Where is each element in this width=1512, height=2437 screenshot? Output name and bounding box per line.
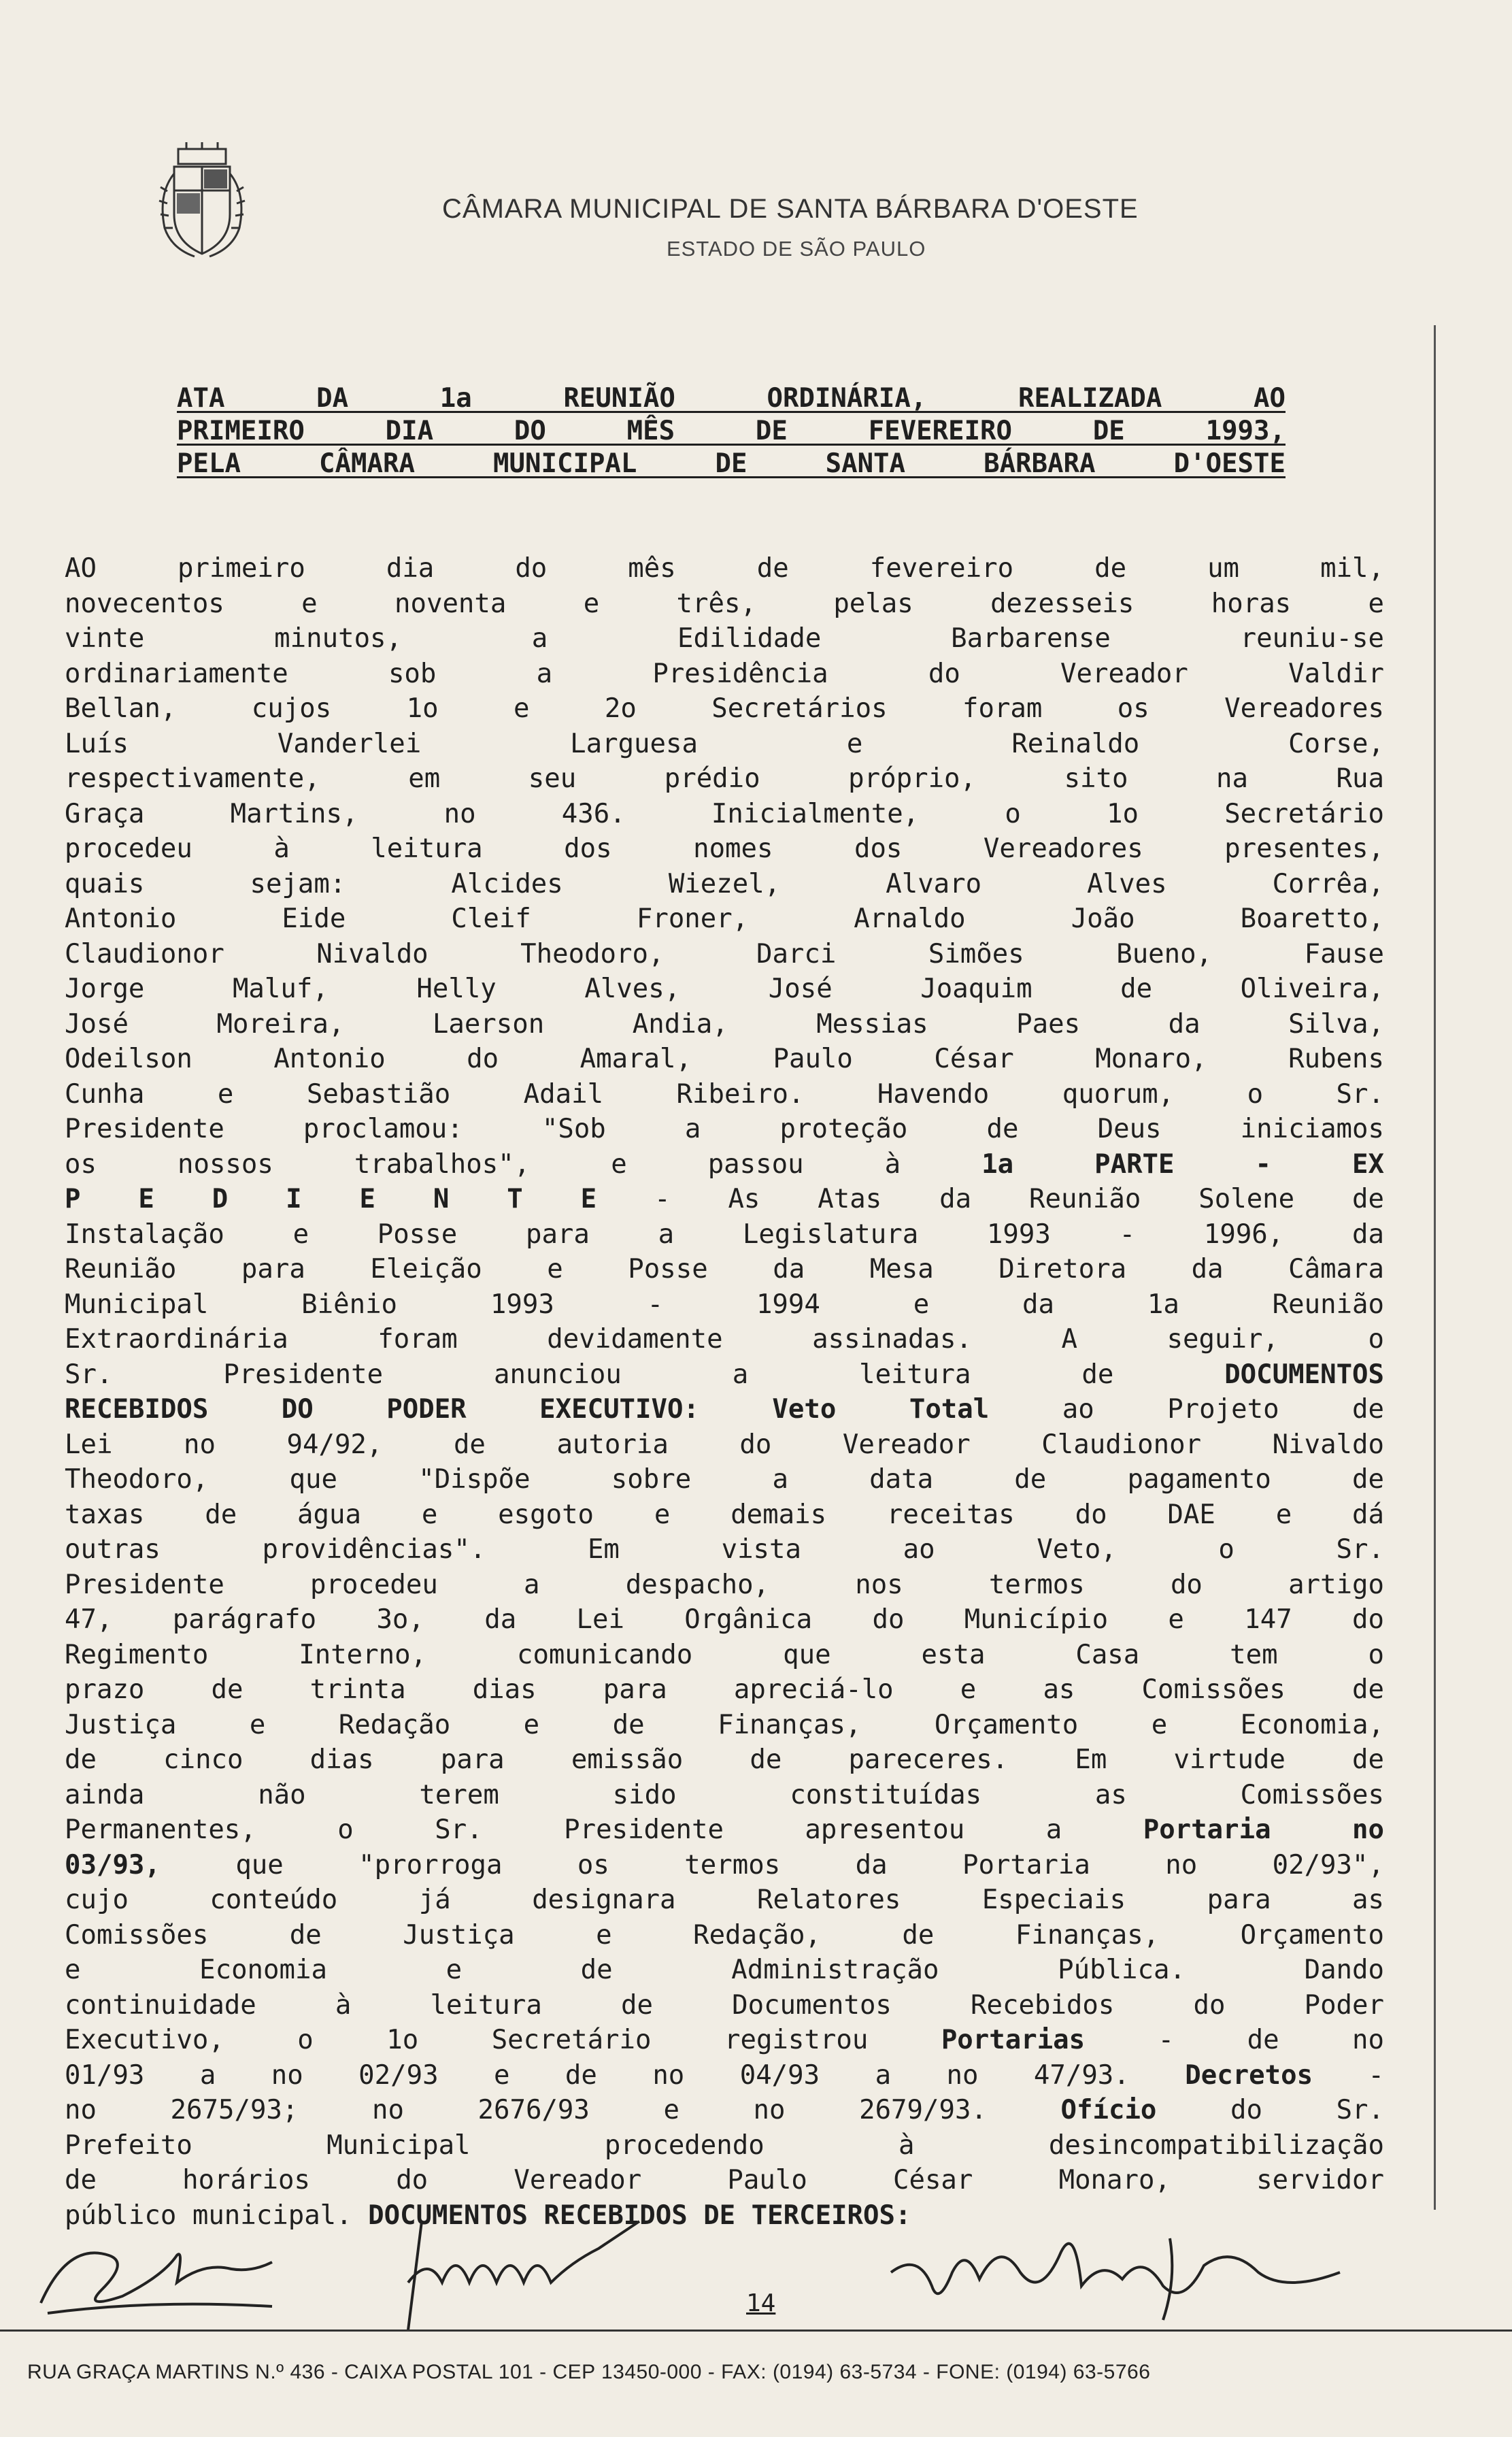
body-line: ordinariamente sob a Presidência do Vereador Valdir	[65, 658, 1384, 689]
body-line: Lei no 94/92, de autoria do Vereador Claudionor Nivaldo	[65, 1429, 1384, 1460]
section-heading: Portaria no	[1143, 1814, 1385, 1845]
title-line-3: PELA CÂMARA MUNICIPAL DE SANTA BÁRBARA D'OESTE	[177, 448, 1286, 479]
document-title	[177, 382, 1286, 480]
section-heading: Ofício	[1060, 2095, 1157, 2125]
body-line	[65, 1357, 1384, 1393]
body-segment: -	[1368, 2059, 1385, 2091]
body-segment: - de no	[1158, 2025, 1385, 2055]
municipal-coat-of-arms-icon	[155, 139, 249, 261]
body-line	[65, 2023, 1384, 2058]
body-line: Instalação e Posse para a Legislatura 1993 - 1996, da	[65, 1218, 1384, 1250]
body-line: novecentos e noventa e três, pelas dezesseis horas e	[65, 588, 1384, 619]
body-line: Justiça e Redação e de Finanças, Orçamento e Economia,	[65, 1709, 1384, 1740]
section-heading: RECEBIDOS DO PODER EXECUTIVO: Veto Total	[65, 1394, 990, 1425]
section-heading: DOCUMENTOS	[1224, 1359, 1385, 1390]
body-segment: que "prorroga os termos da Portaria no 02/93",	[235, 1849, 1384, 1880]
body-segment: os nossos trabalhos", e passou à	[65, 1148, 901, 1180]
body-line: Extraordinária foram devidamente assinadas. A seguir, o	[65, 1324, 1384, 1355]
body-line: Bellan, cujos 1o e 2o Secretários foram os Vereadores	[65, 693, 1384, 724]
body-line	[65, 1147, 1384, 1182]
body-line	[65, 1182, 1384, 1217]
body-line: 47, parágrafo 3o, da Lei Orgânica do Município e 147 do	[65, 1604, 1384, 1635]
body-line: cujo conteúdo já designara Relatores Especiais para as	[65, 1885, 1384, 1915]
body-segment: ao Projeto de	[1062, 1394, 1385, 1425]
body-line: de cinco dias para emissão de pareceres. Em virtude de	[65, 1744, 1384, 1775]
body-segment: - As Atas da Reunião Solene de	[654, 1184, 1384, 1214]
body-line: Odeilson Antonio do Amaral, Paulo César Monaro, Rubens	[65, 1044, 1384, 1074]
body-line: José Moreira, Laerson Andia, Messias Paes da Silva,	[65, 1008, 1384, 1040]
body-line: Presidente procedeu a despacho, nos termos do artigo	[65, 1569, 1384, 1600]
body-line: ainda não terem sido constituídas as Comissões	[65, 1779, 1384, 1810]
body-line	[65, 2093, 1384, 2128]
body-segment: do Sr.	[1230, 2095, 1385, 2125]
body-line: Jorge Maluf, Helly Alves, José Joaquim de Oliveira,	[65, 974, 1384, 1004]
body-line	[65, 2058, 1384, 2093]
signature-2-icon	[381, 2208, 653, 2337]
minutes-body	[65, 551, 1384, 2233]
body-line: Antonio Eide Cleif Froner, Arnaldo João Boaretto,	[65, 903, 1384, 934]
body-line: respectivamente, em seu prédio próprio, sito na Rua	[65, 763, 1384, 794]
body-line: taxas de água e esgoto e demais receitas do DAE e dá	[65, 1499, 1384, 1530]
body-line: de horários do Vereador Paulo César Monaro, servidor	[65, 2165, 1384, 2195]
body-line: Comissões de Justiça e Redação, de Finanças, Orçamento	[65, 1919, 1384, 1951]
institution-state: ESTADO DE SÃO PAULO	[667, 237, 926, 261]
title-line-1: ATA DA 1a REUNIÃO ORDINÁRIA, REALIZADA AO	[177, 383, 1286, 414]
body-line	[65, 1812, 1384, 1848]
body-line: Graça Martins, no 436. Inicialmente, o 1o Secretário	[65, 798, 1384, 829]
body-segment: 01/93 a no 02/93 e de no 04/93 a no 47/93.	[65, 2059, 1130, 2091]
title-line-2: PRIMEIRO DIA DO MÊS DE FEVEREIRO DE 1993,	[177, 416, 1286, 446]
page-number: 14	[746, 2289, 776, 2317]
section-heading: 03/93,	[65, 1849, 161, 1880]
section-heading: P E D I E N T E	[65, 1184, 597, 1214]
body-line: vinte minutos, a Edilidade Barbarense reuniu-se	[65, 623, 1384, 654]
section-heading: DOCUMENTOS RECEBIDOS DE TERCEIROS:	[368, 2200, 911, 2231]
body-line: continuidade à leitura de Documentos Recebidos do Poder	[65, 1989, 1384, 2021]
section-heading: 1a PARTE - EX	[981, 1148, 1385, 1180]
body-line: Presidente proclamou: "Sob a proteção de Deus iniciamos	[65, 1114, 1384, 1144]
body-segment: Permanentes, o Sr. Presidente apresentou a	[65, 1814, 1062, 1845]
signature-1-icon	[27, 2215, 286, 2323]
body-line	[65, 1848, 1384, 1883]
footer-divider	[0, 2330, 1512, 2332]
body-line: quais sejam: Alcides Wiezel, Alvaro Alves Corrêa,	[65, 868, 1384, 899]
signature-3-icon	[877, 2211, 1354, 2327]
section-heading: Portarias	[941, 2025, 1086, 2055]
body-line: Reunião para Eleição e Posse da Mesa Diretora da Câmara	[65, 1254, 1384, 1284]
body-line: Cunha e Sebastião Adail Ribeiro. Havendo quorum, o Sr.	[65, 1078, 1384, 1110]
body-line: Prefeito Municipal procedendo à desincompatibilização	[65, 2129, 1384, 2161]
body-line: procedeu à leitura dos nomes dos Vereadores presentes,	[65, 833, 1384, 864]
body-line: e Economia e de Administração Pública. Dando	[65, 1955, 1384, 1985]
body-line	[65, 1392, 1384, 1427]
body-line: outras providências". Em vista ao Veto, o Sr.	[65, 1534, 1384, 1565]
body-segment: Executivo, o 1o Secretário registrou	[65, 2025, 869, 2055]
institution-name: CÂMARA MUNICIPAL DE SANTA BÁRBARA D'OESTE	[442, 194, 1139, 224]
right-margin-line	[1434, 325, 1436, 2210]
footer-address: RUA GRAÇA MARTINS N.º 436 - CAIXA POSTAL 101 - CEP 13450-000 - FAX: (0194) 63-5734 - FONE: (0194) 63-5766	[27, 2361, 1151, 2383]
section-heading: Decretos	[1185, 2059, 1313, 2091]
body-line: Regimento Interno, comunicando que esta Casa tem o	[65, 1639, 1384, 1670]
body-line: Municipal Biênio 1993 - 1994 e da 1a Reunião	[65, 1289, 1384, 1320]
body-line: Claudionor Nivaldo Theodoro, Darci Simões Bueno, Fause	[65, 938, 1384, 969]
body-segment: público municipal.	[65, 2200, 352, 2231]
body-segment: no 2675/93; no 2676/93 e no 2679/93.	[65, 2095, 987, 2125]
body-line: AO primeiro dia do mês de fevereiro de um mil,	[65, 553, 1384, 584]
body-line: prazo de trinta dias para apreciá-lo e as Comissões de	[65, 1674, 1384, 1705]
body-segment: Sr. Presidente anunciou a leitura de	[65, 1359, 1114, 1390]
body-line: Luís Vanderlei Larguesa e Reinaldo Corse,	[65, 728, 1384, 759]
body-line: Theodoro, que "Dispõe sobre a data de pagamento de	[65, 1464, 1384, 1495]
